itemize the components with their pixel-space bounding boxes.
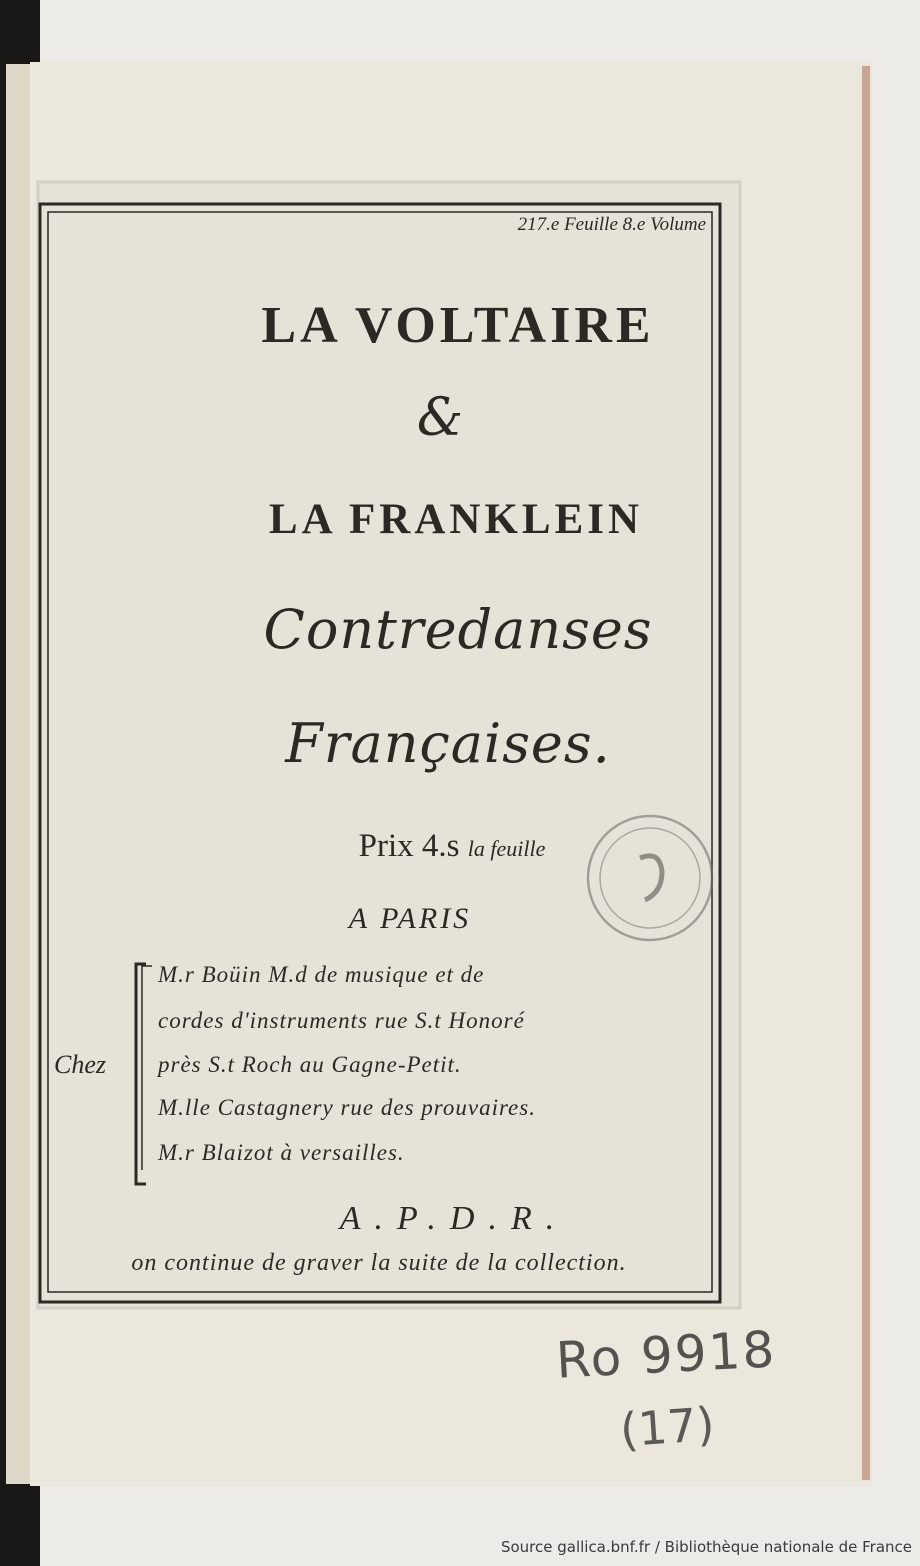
title-franklein: LA FRANKLEIN [268, 496, 644, 543]
seller-line-2: cordes d'instruments rue S.t Honoré [158, 1008, 525, 1033]
seller-line-5: M.r Blaizot à versailles. [158, 1140, 405, 1165]
chez-label: Chez [54, 1050, 106, 1079]
title-ampersand: & [416, 388, 464, 448]
price-line [0, 828, 912, 865]
subtitle-contredanses: Contredanses [263, 598, 653, 661]
subtitle-francaises: Françaises. [285, 712, 611, 775]
privilege-mark: A.P.D.R. [339, 1200, 569, 1237]
title-voltaire: LA VOLTAIRE [261, 297, 655, 354]
price-unit: la feuille [467, 836, 546, 861]
price-value: Prix 4.s [358, 828, 460, 864]
seller-line-4: M.lle Castagnery rue des prouvaires. [158, 1095, 536, 1120]
sheet-volume-label: 217.e Feuille 8.e Volume [517, 214, 706, 235]
shelfmark-line-1: Ro 9918 [554, 1320, 778, 1390]
place-label: A PARIS [348, 902, 472, 935]
seller-line-3: près S.t Roch au Gagne-Petit. [158, 1052, 462, 1077]
source-credit: Source gallica.bnf.fr / Bibliothèque nationale de France [500, 1538, 912, 1556]
seller-line-1: M.r Boüin M.d de musique et de [158, 962, 485, 987]
collection-footnote: on continue de graver la suite de la collection. [131, 1250, 627, 1276]
shelfmark-line-2: (17) [618, 1396, 717, 1458]
